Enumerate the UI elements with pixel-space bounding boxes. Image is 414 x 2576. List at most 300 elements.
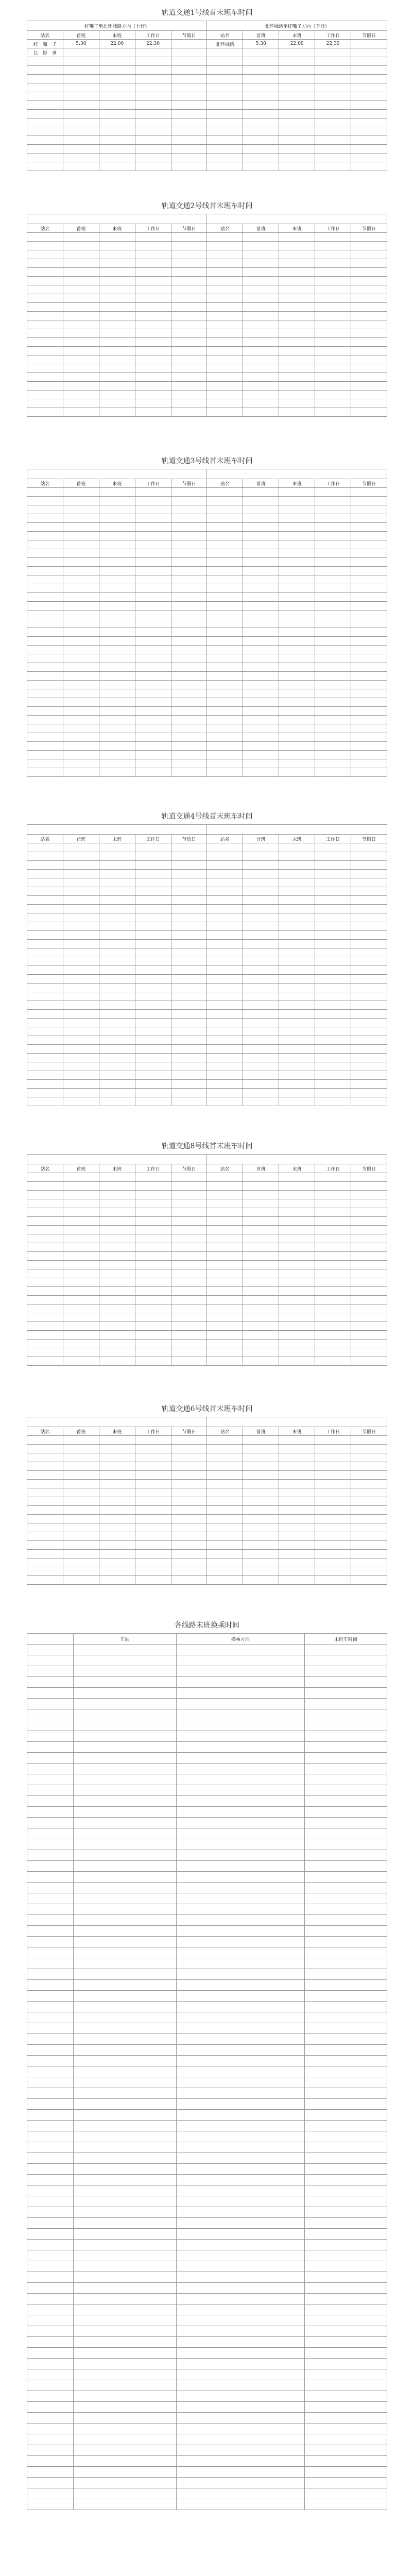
table-row (27, 2207, 387, 2218)
table-cell (351, 843, 387, 852)
table-cell (27, 1252, 63, 1261)
table-cell (27, 1322, 63, 1331)
table-cell (207, 1304, 243, 1313)
table-cell (27, 1861, 74, 1872)
table-cell (207, 843, 243, 852)
table-cell (63, 355, 99, 364)
table-cell (99, 1462, 135, 1471)
table-cell (74, 2283, 177, 2294)
table-cell (135, 940, 171, 948)
table-cell (63, 57, 99, 66)
table-cell (135, 1287, 171, 1296)
table-cell (351, 294, 387, 303)
table-cell (243, 1019, 279, 1027)
table-cell (63, 689, 99, 698)
table-cell (27, 672, 63, 681)
table-cell (27, 1666, 74, 1677)
table-cell (315, 716, 351, 724)
table-row (27, 1340, 387, 1348)
table-cell (74, 2229, 177, 2240)
table-cell (63, 66, 99, 75)
table-cell (99, 1304, 135, 1313)
table-cell (74, 1666, 177, 1677)
table-cell (171, 242, 207, 250)
table-row (27, 532, 387, 540)
table-cell (135, 1348, 171, 1357)
table-cell (135, 1488, 171, 1497)
table-cell (207, 724, 243, 733)
table-cell (243, 347, 279, 355)
table-cell (279, 1234, 315, 1243)
line-3-body (27, 488, 387, 777)
table-cell (351, 1217, 387, 1226)
table-cell (207, 540, 243, 549)
table-cell (279, 1054, 315, 1062)
table-cell (63, 92, 99, 101)
table-row (27, 101, 387, 110)
table-cell (135, 558, 171, 567)
table-cell (27, 2413, 74, 2424)
table-cell (74, 2023, 177, 2034)
table-cell (27, 1462, 63, 1471)
table-cell (315, 497, 351, 505)
table-cell (135, 1097, 171, 1106)
table-cell (207, 1287, 243, 1296)
table-cell (171, 488, 207, 497)
table-cell (99, 505, 135, 514)
table-cell (351, 1045, 387, 1054)
table-cell (27, 355, 63, 364)
table-cell (243, 940, 279, 948)
table-cell (27, 1080, 63, 1089)
table-cell (177, 1904, 305, 1915)
table-cell (63, 101, 99, 110)
table-cell (171, 940, 207, 948)
line-2-direction-up (27, 214, 207, 224)
table-cell (305, 2380, 387, 2391)
table-cell (305, 2023, 387, 2034)
table-cell (279, 1062, 315, 1071)
table-cell (27, 663, 63, 672)
table-cell (99, 654, 135, 663)
table-cell (243, 1480, 279, 1488)
table-cell (177, 2012, 305, 2023)
table-cell (27, 975, 63, 984)
table-cell (315, 957, 351, 966)
table-cell (99, 689, 135, 698)
table-cell (171, 1296, 207, 1304)
line-6-header-row (27, 1427, 387, 1436)
table-cell (27, 2045, 74, 2056)
table-cell (243, 1010, 279, 1019)
table-cell (279, 1287, 315, 1296)
table-cell (27, 1709, 74, 1720)
table-cell (99, 1348, 135, 1357)
column-header: 节假日 (351, 224, 387, 233)
table-row (27, 2337, 387, 2348)
table-cell (315, 593, 351, 602)
table-cell (279, 1331, 315, 1340)
table-cell (63, 488, 99, 497)
table-cell (135, 567, 171, 575)
table-row (27, 382, 387, 391)
table-cell (305, 1764, 387, 1774)
table-cell (315, 681, 351, 689)
table-cell (315, 1045, 351, 1054)
table-cell (27, 75, 63, 83)
table-cell (243, 532, 279, 540)
table-cell (99, 768, 135, 777)
table-cell (305, 2456, 387, 2467)
table-cell (207, 1445, 243, 1453)
table-cell (351, 707, 387, 716)
table-cell (279, 681, 315, 689)
table-cell (243, 1173, 279, 1182)
table-cell (351, 593, 387, 602)
table-cell (135, 1453, 171, 1462)
column-header: 工作日 (135, 479, 171, 488)
table-row (27, 1226, 387, 1234)
table-cell (27, 110, 63, 118)
table-cell (207, 514, 243, 523)
table-row (27, 1688, 387, 1699)
table-cell (177, 2359, 305, 2369)
table-row (27, 1796, 387, 1807)
table-cell (243, 689, 279, 698)
table-cell (99, 558, 135, 567)
table-cell (207, 1019, 243, 1027)
table-row (27, 1173, 387, 1182)
table-cell (243, 1453, 279, 1462)
table-cell (27, 575, 63, 584)
table-cell (63, 1471, 99, 1480)
table-cell (63, 1488, 99, 1497)
table-cell (171, 355, 207, 364)
table-cell (63, 373, 99, 382)
table-cell: 5:30 (243, 40, 279, 48)
table-cell: 22:00 (99, 40, 135, 48)
table-cell (171, 768, 207, 777)
table-row (27, 1541, 387, 1550)
table-cell (207, 303, 243, 312)
table-cell (177, 1991, 305, 2002)
table-cell (315, 136, 351, 145)
table-cell (351, 931, 387, 940)
table-cell (207, 567, 243, 575)
table-cell (135, 768, 171, 777)
table-cell (171, 1191, 207, 1199)
table-cell (99, 922, 135, 931)
line-8-header-row (27, 1164, 387, 1173)
table-cell (63, 1191, 99, 1199)
table-cell (99, 1523, 135, 1532)
table-row (27, 966, 387, 975)
table-cell (243, 1471, 279, 1480)
table-cell (171, 1269, 207, 1278)
table-cell (177, 2218, 305, 2229)
table-cell (315, 1322, 351, 1331)
table-cell (243, 878, 279, 887)
table-cell (171, 312, 207, 320)
table-cell (351, 1532, 387, 1541)
table-cell (27, 303, 63, 312)
table-cell (27, 2445, 74, 2456)
table-cell (63, 861, 99, 870)
table-cell (74, 1893, 177, 1904)
table-cell (171, 127, 207, 136)
table-cell (315, 1019, 351, 1027)
table-cell (27, 162, 63, 171)
table-cell (27, 277, 63, 285)
table-cell (99, 1541, 135, 1550)
table-row (27, 940, 387, 948)
column-header: 首班 (63, 1427, 99, 1436)
table-cell (279, 1208, 315, 1217)
table-row (27, 681, 387, 689)
table-row (27, 1001, 387, 1010)
table-cell (63, 83, 99, 92)
table-cell (99, 1471, 135, 1480)
table-cell (279, 127, 315, 136)
table-cell (63, 347, 99, 355)
table-cell (63, 966, 99, 975)
table-row (27, 1436, 387, 1445)
table-cell (315, 1089, 351, 1097)
table-cell (99, 567, 135, 575)
table-cell (177, 2402, 305, 2413)
table-cell (63, 878, 99, 887)
table-cell (315, 532, 351, 540)
table-cell (99, 628, 135, 637)
table-cell (207, 312, 243, 320)
table-cell (63, 408, 99, 417)
table-row (27, 2131, 387, 2142)
table-cell (243, 1558, 279, 1567)
table-cell (171, 1340, 207, 1348)
table-cell (315, 905, 351, 913)
table-row (27, 593, 387, 602)
table-cell (315, 948, 351, 957)
table-row (27, 285, 387, 294)
table-cell (63, 1453, 99, 1462)
table-cell (315, 1208, 351, 1217)
table-cell (305, 2229, 387, 2240)
table-row (27, 2456, 387, 2467)
table-cell (27, 242, 63, 250)
table-cell (63, 1036, 99, 1045)
table-cell (74, 2272, 177, 2283)
table-cell (27, 957, 63, 966)
table-row (27, 399, 387, 408)
table-cell (351, 57, 387, 66)
table-cell (177, 1785, 305, 1796)
table-cell (315, 654, 351, 663)
table-cell (305, 1774, 387, 1785)
table-cell (351, 268, 387, 277)
table-cell (74, 2164, 177, 2175)
table-cell (305, 2131, 387, 2142)
table-cell (243, 896, 279, 905)
table-cell (177, 1839, 305, 1850)
table-cell (207, 558, 243, 567)
table-cell (207, 1010, 243, 1019)
table-cell (27, 145, 63, 154)
table-cell (135, 250, 171, 259)
table-cell (27, 250, 63, 259)
table-cell (171, 751, 207, 759)
table-row (27, 2261, 387, 2272)
table-cell (74, 1731, 177, 1742)
table-cell (351, 619, 387, 628)
table-cell (99, 1062, 135, 1071)
table-cell (351, 1243, 387, 1252)
table-cell (27, 391, 63, 399)
line-1-timetable (27, 5, 387, 171)
table-cell (27, 408, 63, 417)
table-cell (279, 887, 315, 896)
table-cell (243, 1269, 279, 1278)
table-cell (99, 975, 135, 984)
table-cell (99, 294, 135, 303)
table-cell (99, 497, 135, 505)
table-cell (135, 285, 171, 294)
table-cell (27, 2315, 74, 2326)
table-cell (207, 975, 243, 984)
table-cell (207, 768, 243, 777)
table-cell (207, 1001, 243, 1010)
table-cell (63, 1045, 99, 1054)
table-cell (351, 870, 387, 878)
table-cell (27, 2402, 74, 2413)
table-cell (135, 1019, 171, 1027)
table-cell (177, 2434, 305, 2445)
table-row (27, 48, 387, 57)
table-cell (135, 1173, 171, 1182)
table-row (27, 2391, 387, 2402)
table-cell (315, 1062, 351, 1071)
table-cell (135, 118, 171, 127)
table-cell (207, 742, 243, 751)
table-cell (27, 2077, 74, 2088)
table-cell (27, 870, 63, 878)
table-cell (243, 136, 279, 145)
table-cell (63, 329, 99, 338)
table-cell (243, 294, 279, 303)
table-cell (243, 975, 279, 984)
table-cell (315, 549, 351, 558)
table-cell (305, 2261, 387, 2272)
table-cell (99, 110, 135, 118)
table-row (27, 2380, 387, 2391)
table-cell (99, 347, 135, 355)
table-cell (99, 1269, 135, 1278)
table-cell (243, 1071, 279, 1080)
table-cell (99, 1576, 135, 1585)
table-cell (27, 984, 63, 992)
table-cell (63, 992, 99, 1001)
table-cell (27, 759, 63, 768)
table-cell (177, 1926, 305, 1937)
table-cell (74, 1828, 177, 1839)
table-cell (351, 1340, 387, 1348)
table-cell (171, 268, 207, 277)
table-cell (27, 1217, 63, 1226)
table-cell (279, 1001, 315, 1010)
table-cell (171, 896, 207, 905)
table-cell (351, 549, 387, 558)
table-cell (279, 984, 315, 992)
table-cell (27, 1173, 63, 1182)
column-header: 末班 (99, 479, 135, 488)
table-cell (63, 1445, 99, 1453)
table-cell (99, 118, 135, 127)
table-cell (135, 689, 171, 698)
table-cell (27, 922, 63, 931)
table-cell (177, 1958, 305, 1969)
table-row (27, 913, 387, 922)
column-header: 工作日 (315, 1164, 351, 1173)
table-cell (27, 689, 63, 698)
table-cell (207, 984, 243, 992)
table-cell (207, 48, 243, 57)
column-header: 首班 (243, 1164, 279, 1173)
table-cell (135, 905, 171, 913)
table-row (27, 689, 387, 698)
table-cell (74, 1709, 177, 1720)
table-cell (177, 2445, 305, 2456)
table-cell (315, 922, 351, 931)
table-cell (351, 663, 387, 672)
table-cell (315, 1199, 351, 1208)
table-row (27, 2359, 387, 2369)
table-row (27, 2121, 387, 2131)
table-cell (99, 1445, 135, 1453)
table-cell (351, 716, 387, 724)
table-cell (305, 1645, 387, 1655)
table-cell (171, 285, 207, 294)
table-cell (171, 1278, 207, 1287)
table-cell (135, 992, 171, 1001)
table-cell (243, 549, 279, 558)
table-cell (99, 1252, 135, 1261)
table-cell (315, 1071, 351, 1080)
table-cell (99, 1097, 135, 1106)
table-cell (279, 575, 315, 584)
table-cell (351, 733, 387, 742)
table-cell (305, 1688, 387, 1699)
table-cell (27, 2240, 74, 2250)
table-cell (305, 1677, 387, 1688)
table-cell (351, 329, 387, 338)
table-cell (315, 637, 351, 646)
table-cell (305, 1926, 387, 1937)
table-cell (351, 1558, 387, 1567)
table-cell (243, 567, 279, 575)
table-cell (207, 285, 243, 294)
table-cell (135, 681, 171, 689)
table-cell (27, 593, 63, 602)
table-cell (27, 373, 63, 382)
table-cell (171, 567, 207, 575)
table-cell (351, 338, 387, 347)
table-cell (207, 948, 243, 957)
table-row (27, 2218, 387, 2229)
table-cell (207, 1199, 243, 1208)
table-cell (135, 1304, 171, 1313)
table-cell (351, 408, 387, 417)
table-cell (177, 2413, 305, 2424)
table-cell (207, 268, 243, 277)
